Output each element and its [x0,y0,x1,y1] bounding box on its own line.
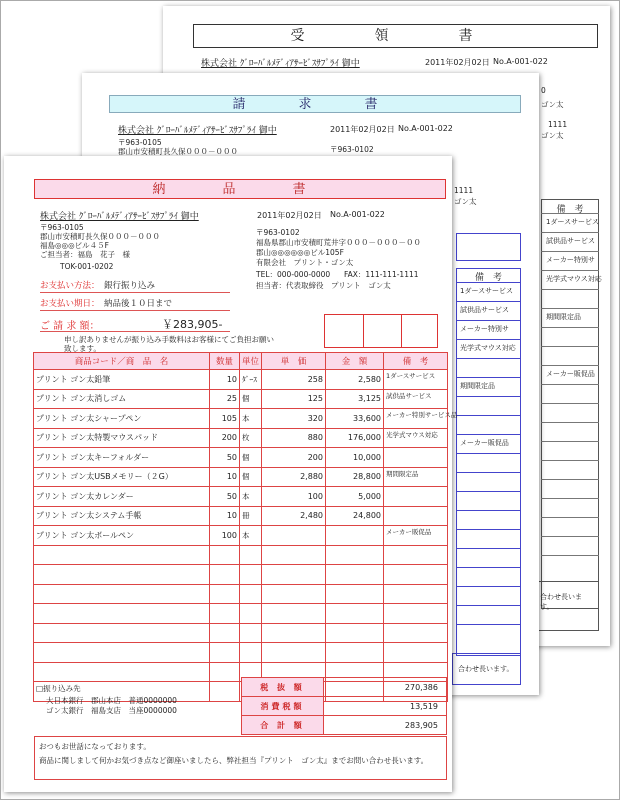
tax-value: 13,519 [324,697,447,716]
receipt-sender-text: ゴン太 [541,100,564,109]
receipt-footer-note: 合わせ長います。 [536,581,599,631]
table-row [34,448,448,468]
customer-address-1: 郡山市安積町長久保０００－０００ [40,232,160,241]
table-row [34,487,448,507]
table-row [34,506,448,526]
item-amount: 3,125 [326,389,384,409]
item-amount: 33,600 [326,409,384,429]
item-name: プリント ゴン太消しゴム [34,389,210,409]
header-unit: 単位 [240,353,262,370]
item-qty: 50 [210,487,240,507]
empty-cell [262,584,326,604]
bank-info [34,680,241,736]
footer-note [34,736,447,780]
bill-amount: ￥283,905- [162,318,223,331]
item-name: プリント ゴン太キーフォルダー [34,448,210,468]
customer-code: TOK-001-0202 [60,262,114,271]
empty-row [34,584,448,604]
receipt-remark: 光学式マウス対応 [546,275,602,283]
item-price [262,526,326,546]
empty-cell [210,623,240,643]
item-price: 2,480 [262,506,326,526]
item-note: 光学式マウス対応 [384,428,448,448]
item-amount: 176,000 [326,428,384,448]
bank-account-1: 大日本銀行 郡山本店 普通0000000 [46,696,177,705]
item-price: 200 [262,448,326,468]
bank-account-2: ゴン太銀行 福島支店 当座0000000 [46,706,177,715]
item-name: プリント ゴン太USBメモリー（２G） [34,467,210,487]
item-qty: 50 [210,448,240,468]
payment-due: 納品後１０日まで [104,299,173,309]
empty-cell [240,545,262,565]
empty-cell [210,604,240,624]
empty-cell [384,565,448,585]
receipt-sender-text: 0 [541,86,546,95]
empty-cell [240,604,262,624]
delivery-title: 納 品 書 [34,179,446,199]
sender-tel: TEL：000-000-0000 [256,270,331,279]
invoice-remarks-header: 備 考 [474,273,502,283]
invoice-sender-text: 1111 [454,186,474,195]
item-unit: 冊 [240,506,262,526]
item-qty: 10 [210,370,240,390]
table-row [34,526,448,546]
item-price: 258 [262,370,326,390]
subtotal-row [242,678,447,697]
header-product: 商品コード／商 品 名 [34,353,210,370]
empty-cell [384,604,448,624]
receipt-remark: メーカー販促品 [546,370,595,378]
receipt-title: 受 領 書 [193,24,598,48]
empty-cell [210,662,240,682]
invoice-remark: 1ダースサービス [460,287,513,295]
payment-method: 銀行振り込み [104,281,156,291]
customer-postal: 〒963-0105 [40,223,84,232]
invoice-address: 郡山市安積町長久保０００－０００ [118,147,238,156]
item-amount: 5,000 [326,487,384,507]
item-note: 期間限定品 [384,467,448,487]
totals-table [241,677,447,735]
items-header-row [34,353,448,370]
receipt-remarks-header: 備 考 [556,205,584,215]
customer-person: ご担当者：福島 花子 様 [40,250,130,259]
empty-cell [326,623,384,643]
empty-cell [240,565,262,585]
item-qty: 25 [210,389,240,409]
item-name: プリント ゴン太特製マウスパッド [34,428,210,448]
empty-cell [210,565,240,585]
sender-person: 担当者：代表取締役 プリント ゴン太 [256,281,391,290]
empty-cell [262,545,326,565]
header-remarks: 備 考 [384,353,448,370]
footer-note-2: 商品に関しまして何かお気づき点など御座いましたら、弊社担当『プリント ゴン太』までお問い合わせ長います。 [39,756,429,765]
invoice-remark: 期間限定品 [460,382,495,390]
item-note: 試供品サービス [384,389,448,409]
item-unit: 本 [240,526,262,546]
empty-cell [326,584,384,604]
empty-cell [34,584,210,604]
receipt-customer: 株式会社 ｸﾞﾛｰﾊﾞﾙﾒﾃﾞｨｱｻｰﾋﾞｽｻﾌﾟﾗｲ 御中 [201,59,360,69]
empty-cell [262,604,326,624]
bank-title: □振り込み先 [36,684,81,693]
invoice-remark: 光学式マウス対応 [460,344,516,352]
delivery-doc-no: No.A-001-022 [330,210,385,219]
item-name: プリント ゴン太シャープペン [34,409,210,429]
empty-row [34,565,448,585]
empty-cell [210,643,240,663]
receipt-doc-no: No.A-001-022 [493,57,548,66]
empty-cell [262,623,326,643]
item-amount: 24,800 [326,506,384,526]
item-note [384,448,448,468]
sender-postal: 〒963-0102 [256,228,300,237]
subtotal-label: 税 抜 額 [242,678,324,697]
item-price: 320 [262,409,326,429]
receipt-date: 2011年02月02日 [425,58,490,67]
item-amount: 10,000 [326,448,384,468]
item-unit: 個 [240,448,262,468]
empty-cell [240,623,262,643]
total-row [242,716,447,735]
empty-cell [34,623,210,643]
table-row [34,370,448,390]
item-note [384,487,448,507]
item-note: 1ダースサービス [384,370,448,390]
tax-label: 消費税額 [242,697,324,716]
item-price: 880 [262,428,326,448]
items-table [33,352,458,702]
bill-label: ご 請 求 額： [40,321,100,332]
item-amount: 28,800 [326,467,384,487]
item-qty: 10 [210,506,240,526]
total-value: 283,905 [324,716,447,735]
item-unit: 個 [240,467,262,487]
total-label: 合 計 額 [242,716,324,735]
item-amount [326,526,384,546]
stamp-box [324,314,438,348]
item-unit: 枚 [240,428,262,448]
item-name: プリント ゴン太ボールペン [34,526,210,546]
item-name: プリント ゴン太鉛筆 [34,370,210,390]
empty-row [34,623,448,643]
receipt-sender-text: 1111 [548,120,568,129]
delivery-customer: 株式会社 ｸﾞﾛｰﾊﾞﾙﾒﾃﾞｨｱｻｰﾋﾞｽｻﾌﾟﾗｲ 御中 [40,212,199,222]
empty-row [34,545,448,565]
invoice-remark: メーカー特別サ [460,325,509,333]
item-qty: 100 [210,526,240,546]
empty-cell [34,662,210,682]
table-row [34,467,448,487]
customer-address-2: 福島◎◎◎ビル４５F [40,241,109,250]
empty-cell [262,565,326,585]
item-amount: 2,580 [326,370,384,390]
empty-cell [326,643,384,663]
sender-address-2: 郡山◎◎◎◎◎◎ビル105F [256,248,344,257]
header-price: 単 価 [262,353,326,370]
item-qty: 105 [210,409,240,429]
empty-cell [326,565,384,585]
empty-cell [326,545,384,565]
sender-fax: FAX：111-111-1111 [344,270,419,279]
item-unit: 本 [240,487,262,507]
empty-cell [384,643,448,663]
invoice-doc-no: No.A-001-022 [398,124,453,133]
empty-cell [34,565,210,585]
invoice-remark: 試供品サービス [460,306,509,314]
sender-company: 有限会社 プリント・ゴン太 [256,258,354,267]
invoice-customer: 株式会社 ｸﾞﾛｰﾊﾞﾙﾒﾃﾞｨｱｻｰﾋﾞｽｻﾌﾟﾗｲ 御中 [118,126,277,136]
item-unit: 個 [240,389,262,409]
empty-cell [210,545,240,565]
item-price: 100 [262,487,326,507]
invoice-title: 請 求 書 [109,95,521,113]
empty-cell [384,623,448,643]
delivery-note-sheet [4,156,458,792]
item-note [384,506,448,526]
empty-cell [384,545,448,565]
transfer-fee-notice-2: 致します。 [64,344,101,353]
item-name: プリント ゴン太システム手帳 [34,506,210,526]
delivery-date: 2011年02月02日 [257,211,322,220]
empty-cell [326,604,384,624]
invoice-remark: メーカー販促品 [460,439,509,447]
sender-address-1: 福島県郡山市安積町荒井字０００－０００－００ [256,238,421,247]
empty-cell [34,643,210,663]
table-row [34,428,448,448]
item-unit: ﾀﾞｰｽ [240,370,262,390]
invoice-stamp-box [456,233,521,261]
empty-cell [34,545,210,565]
invoice-sender-text: ゴン太 [454,197,477,206]
item-qty: 200 [210,428,240,448]
invoice-sender-postal: 〒963-0102 [330,145,374,154]
empty-cell [34,604,210,624]
subtotal-value: 270,386 [324,678,447,697]
receipt-remark: 1ダースサービス [546,218,599,226]
invoice-footer-note: 合わせ長います。 [458,665,514,673]
tax-row [242,697,447,716]
empty-cell [262,643,326,663]
empty-row [34,604,448,624]
empty-cell [240,584,262,604]
payment-due-label: お支払い期日： [40,299,100,309]
item-price: 2,880 [262,467,326,487]
item-note: メーカー特別サービス品 [384,409,448,429]
table-row [34,409,448,429]
item-name: プリント ゴン太カレンダー [34,487,210,507]
empty-row [34,643,448,663]
empty-cell [210,584,240,604]
invoice-date: 2011年02月02日 [330,125,395,134]
receipt-sender-text: ゴン太 [541,131,564,140]
payment-method-label: お支払い方法： [40,281,100,291]
footer-note-1: おつもお世話になっております。 [39,742,151,751]
empty-cell [384,584,448,604]
receipt-remark: メーカー特別サ [546,256,595,264]
item-qty: 10 [210,467,240,487]
header-amount: 金 額 [326,353,384,370]
item-unit: 本 [240,409,262,429]
item-price: 125 [262,389,326,409]
transfer-fee-notice-1: 申し訳ありませんが振り込み手数料はお客様にてご負担お願い [64,335,274,344]
receipt-remark: 期間限定品 [546,313,581,321]
invoice-postal: 〒963-0105 [118,138,162,147]
header-qty: 数量 [210,353,240,370]
item-note: メーカー販促品 [384,526,448,546]
empty-cell [240,643,262,663]
receipt-remark: 試供品サービス [546,237,595,245]
table-row [34,389,448,409]
